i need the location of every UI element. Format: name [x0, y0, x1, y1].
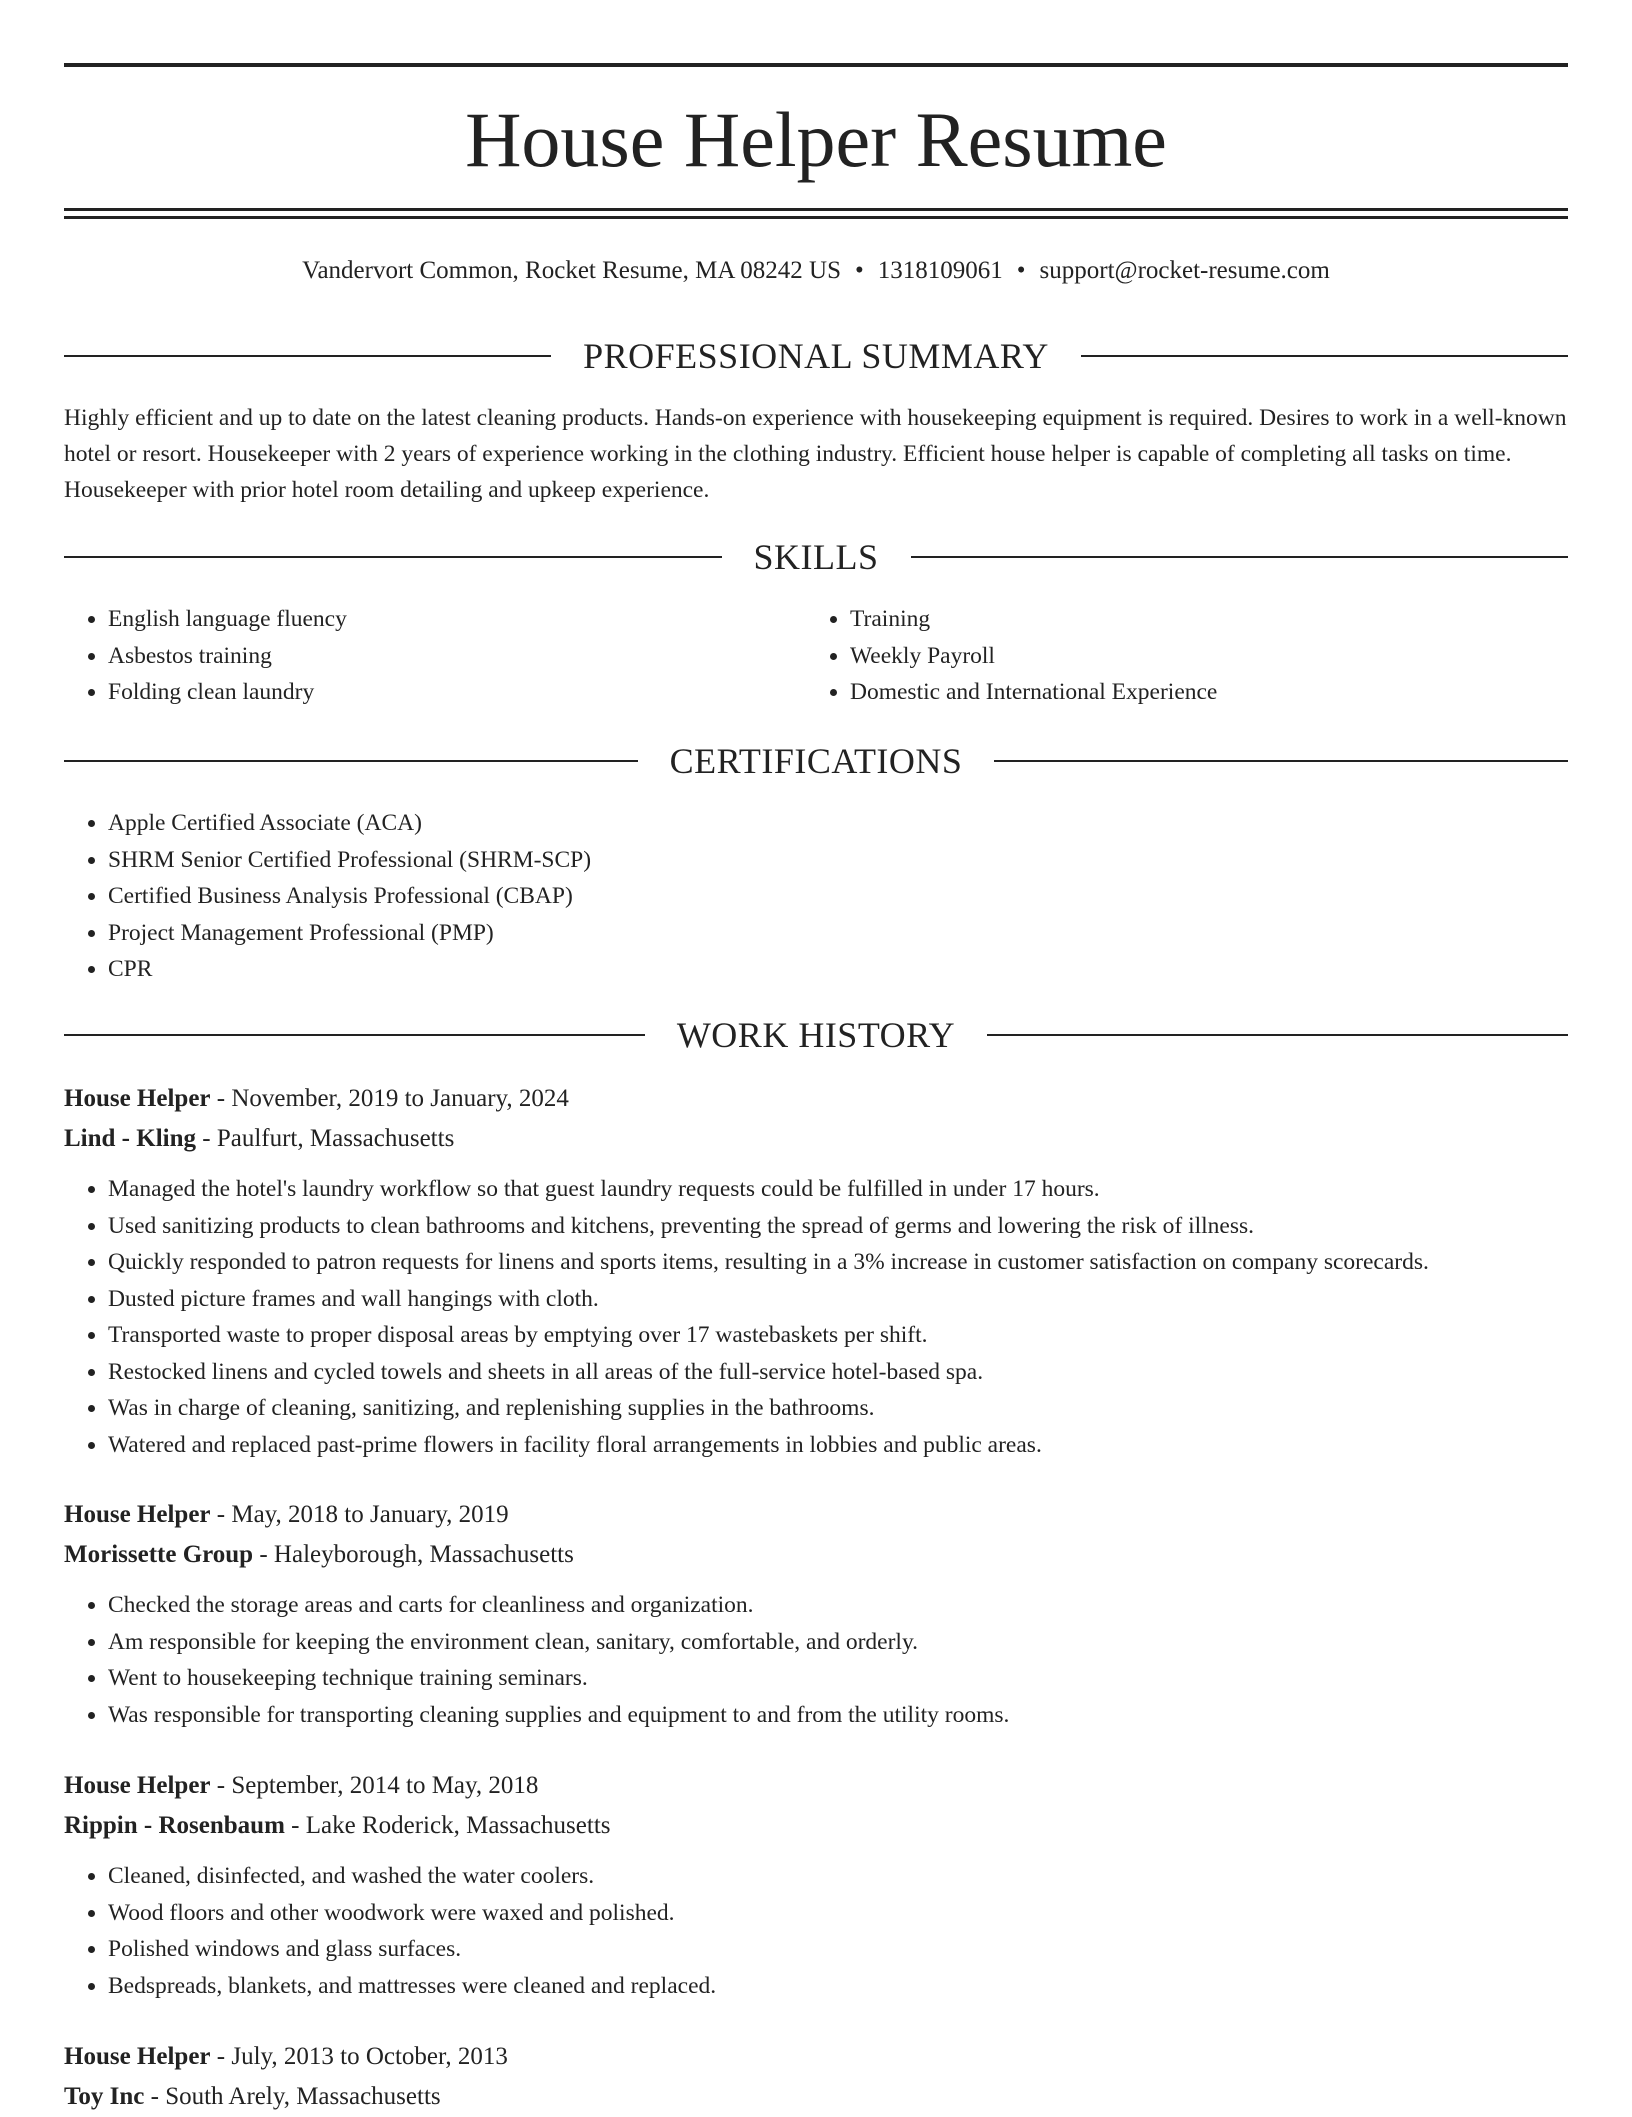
resume-title: House Helper Resume	[465, 96, 1167, 183]
heading-rule-left	[64, 556, 722, 558]
job-location: Haleyborough, Massachusetts	[273, 1541, 574, 1568]
heading-rule-left	[64, 1034, 645, 1036]
job-dates: May, 2018 to January, 2019	[231, 1501, 509, 1528]
job-role: House Helper	[64, 1085, 211, 1112]
job-bullet: • Quickly responded to patron requests for linens and sports items, resulting in a 3% increase in customer satisfaction on company scorecards.	[108, 1244, 1568, 1281]
section-title: CERTIFICATIONS	[669, 741, 963, 781]
skill-item: • Asbestos training	[108, 638, 806, 675]
certification-item: • CPR	[108, 951, 1568, 988]
certifications-list	[64, 805, 1568, 988]
job-bullet: • Was in charge of cleaning, sanitizing, and replenishing supplies in the bathrooms.	[108, 1390, 1568, 1427]
job-bullet: • Bedspreads, blankets, and mattresses were cleaned and replaced.	[108, 1968, 1568, 2005]
job-bullets	[64, 1171, 1568, 1463]
section-heading-summary	[64, 334, 1568, 378]
contact-separator: •	[855, 257, 864, 284]
job-dates: November, 2019 to January, 2024	[231, 1085, 569, 1112]
job-bullet: • Am responsible for keeping the environment clean, sanitary, comfortable, and orderly.	[108, 1624, 1568, 1661]
job-location: South Arely, Massachusetts	[165, 2083, 441, 2110]
job-company-line: Toy Inc - South Arely, Massachusetts	[64, 2083, 441, 2110]
skill-item: • Folding clean laundry	[108, 674, 806, 711]
job-bullets	[64, 1587, 1568, 1733]
heading-rule-left	[64, 355, 551, 357]
job-company: Rippin - Rosenbaum	[64, 1812, 285, 1839]
skill-item: • Training	[850, 601, 1548, 638]
job-bullet: • Used sanitizing products to clean bathrooms and kitchens, preventing the spread of germs and lowering the risk of illness.	[108, 1208, 1568, 1245]
contact-address: Vandervort Common, Rocket Resume, MA 08242 US	[302, 257, 842, 284]
job-company: Toy Inc	[64, 2083, 145, 2110]
top-rule	[64, 63, 1568, 67]
section-heading-skills	[64, 535, 1568, 579]
contact-separator: •	[1016, 257, 1026, 284]
job-title-line: House Helper - May, 2018 to January, 2019	[64, 1501, 509, 1528]
certification-item: • Certified Business Analysis Professional (CBAP)	[108, 878, 1568, 915]
job-title-line: House Helper - July, 2013 to October, 2013	[64, 2043, 508, 2070]
job-title-line: House Helper - November, 2019 to January, 2024	[64, 1085, 569, 1112]
job-bullet: • Was responsible for transporting cleaning supplies and equipment to and from the utility rooms.	[108, 1697, 1568, 1734]
job-company-line: Morissette Group - Haleyborough, Massachusetts	[64, 1541, 574, 1568]
job-bullet: • Wood floors and other woodwork were waxed and polished.	[108, 1895, 1568, 1932]
heading-rule-right	[987, 1034, 1568, 1036]
section-title: WORK HISTORY	[676, 1015, 956, 1055]
job-company-line: Rippin - Rosenbaum - Lake Roderick, Massachusetts	[64, 1812, 611, 1839]
job-bullet: • Watered and replaced past-prime flowers in facility floral arrangements in lobbies and public areas.	[108, 1427, 1568, 1464]
certification-item: • Apple Certified Associate (ACA)	[108, 805, 1568, 842]
section-heading-work-history	[64, 1013, 1568, 1057]
contact-phone: 1318109061	[877, 257, 1003, 284]
job-bullet: • Restocked linens and cycled towels and sheets in all areas of the full-service hotel-based spa.	[108, 1354, 1568, 1391]
job-entry	[64, 1495, 1568, 1733]
heading-rule-left	[64, 760, 638, 762]
job-role: House Helper	[64, 1772, 211, 1799]
job-entry	[64, 2037, 1568, 2117]
job-role: House Helper	[64, 1501, 211, 1528]
job-role: House Helper	[64, 2043, 211, 2070]
job-company: Morissette Group	[64, 1541, 254, 1568]
job-location: Paulfurt, Massachusetts	[216, 1125, 455, 1152]
contact-line	[64, 254, 1568, 288]
job-company-line: Lind - Kling - Paulfurt, Massachusetts	[64, 1125, 455, 1152]
skills-column-left	[64, 601, 806, 711]
section-heading-certifications	[64, 739, 1568, 783]
skill-item: • English language fluency	[108, 601, 806, 638]
job-location: Lake Roderick, Massachusetts	[305, 1812, 611, 1839]
job-bullet: • Went to housekeeping technique training seminars.	[108, 1660, 1568, 1697]
job-bullet: • Checked the storage areas and carts for cleanliness and organization.	[108, 1587, 1568, 1624]
skills-column-right	[806, 601, 1548, 711]
contact-email: support@rocket-resume.com	[1039, 257, 1330, 284]
job-dates: July, 2013 to October, 2013	[231, 2043, 508, 2070]
job-company: Lind - Kling	[64, 1125, 196, 1152]
job-bullet: • Managed the hotel's laundry workflow so that guest laundry requests could be fulfilled in under 17 hours.	[108, 1171, 1568, 1208]
title-double-rule	[64, 208, 1568, 219]
job-entry	[64, 1079, 1568, 1463]
heading-rule-right	[1081, 355, 1568, 357]
job-entry	[64, 1766, 1568, 2004]
skill-item: • Domestic and International Experience	[850, 674, 1548, 711]
summary-text: Highly efficient and up to date on the latest cleaning products. Hands-on experience with housekeeping equipment is required. Desires to work in a well-known hotel or resort. Housekeeper with 2 years of experience working in the clothing industry. Efficient house helper is capable of completing all tasks on time. Housekeeper with prior hotel room detailing and upkeep experience.	[64, 405, 1567, 503]
job-bullet: • Dusted picture frames and wall hangings with cloth.	[108, 1281, 1568, 1318]
skill-item: • Weekly Payroll	[850, 638, 1548, 675]
job-bullet: • Cleaned, disinfected, and washed the water coolers.	[108, 1858, 1568, 1895]
heading-rule-right	[911, 556, 1569, 558]
section-title: PROFESSIONAL SUMMARY	[583, 336, 1049, 376]
skills-list	[64, 601, 1568, 711]
job-title-line: House Helper - September, 2014 to May, 2018	[64, 1772, 539, 1799]
heading-rule-right	[994, 760, 1568, 762]
certification-item: • Project Management Professional (PMP)	[108, 915, 1568, 952]
section-title: SKILLS	[753, 537, 879, 577]
certification-item: • SHRM Senior Certified Professional (SHRM-SCP)	[108, 842, 1568, 879]
job-bullet: • Polished windows and glass surfaces.	[108, 1931, 1568, 1968]
job-dates: September, 2014 to May, 2018	[231, 1772, 539, 1799]
job-bullet: • Transported waste to proper disposal areas by emptying over 17 wastebaskets per shift.	[108, 1317, 1568, 1354]
job-bullets	[64, 1858, 1568, 2004]
